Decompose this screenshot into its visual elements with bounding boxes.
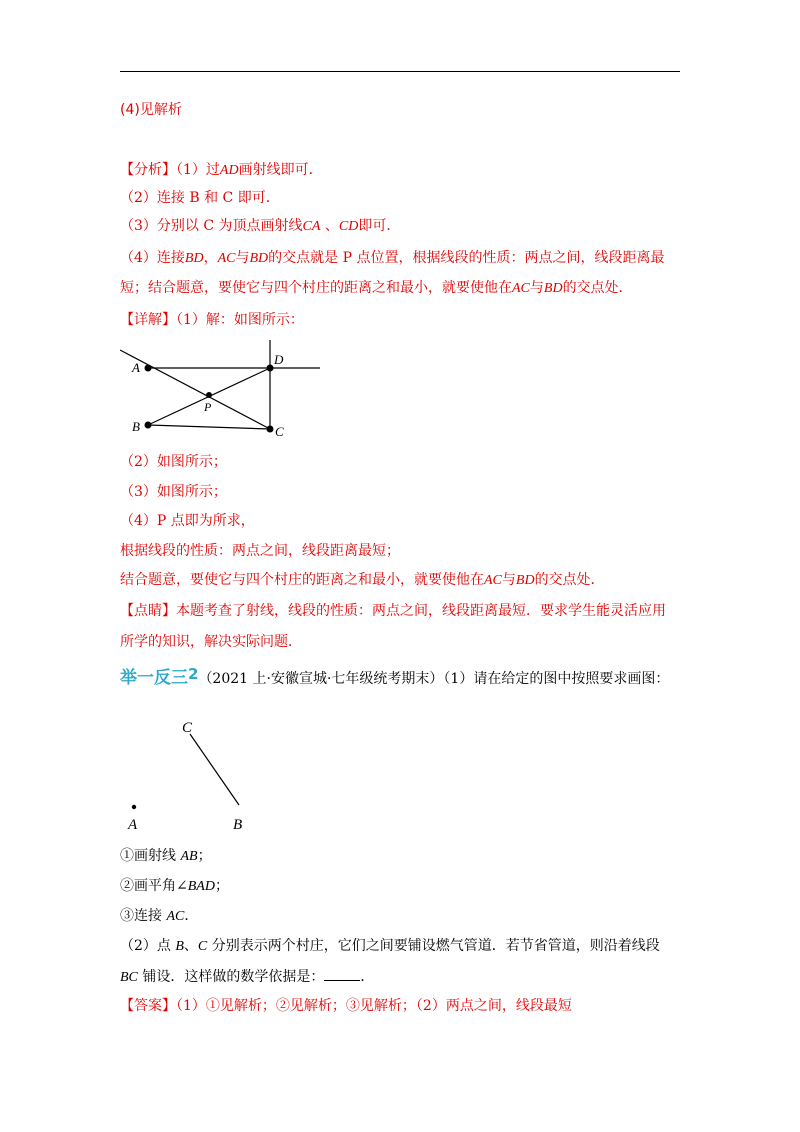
line-bc bbox=[148, 425, 270, 429]
text: 本题考查了射线，线段的性质：两点之间，线段距离最短．要求学生能灵活应用 bbox=[176, 603, 666, 619]
text: 的交点处． bbox=[534, 572, 605, 588]
detail-tag: 【详解】 bbox=[120, 312, 176, 328]
text: 结合题意，要使它与四个村庄的距离之和最小，就要使他在 bbox=[120, 572, 484, 588]
text: 的交点就是 P 点位置，根据线段的性质：两点之间，线段距离最 bbox=[268, 250, 665, 266]
math: AC bbox=[166, 909, 185, 924]
math: AD bbox=[219, 163, 239, 178]
math: AB bbox=[180, 849, 198, 864]
text: ②画平角∠ bbox=[120, 878, 188, 894]
label-b: B bbox=[233, 817, 243, 833]
figure-2 bbox=[120, 712, 260, 836]
point-b bbox=[145, 422, 152, 429]
answer-blank bbox=[324, 966, 360, 981]
example-number: 2 bbox=[188, 665, 199, 683]
detail-line-3: （3）如图所示； bbox=[120, 484, 227, 500]
text: 、 bbox=[183, 938, 198, 954]
text: 与 bbox=[235, 250, 250, 266]
text: ； bbox=[214, 878, 229, 894]
detail-line-6 bbox=[120, 570, 605, 591]
analysis-line-2: （2）连接 B 和 C 即可． bbox=[120, 190, 280, 206]
text: （4）连接 bbox=[120, 250, 185, 266]
math: BD bbox=[543, 281, 563, 296]
text: （2）点 bbox=[120, 938, 176, 954]
question-2-line-2 bbox=[120, 966, 374, 988]
text: 与 bbox=[501, 572, 516, 588]
point-a bbox=[132, 805, 136, 809]
math: C bbox=[197, 939, 208, 954]
figure-1 bbox=[120, 338, 324, 440]
segment-cb bbox=[190, 734, 239, 805]
text: 短；结合题意，要使它与四个村庄的距离之和最小，就要使他在 bbox=[120, 280, 512, 296]
example-heading bbox=[120, 665, 670, 689]
text: ； bbox=[197, 848, 212, 864]
point-a bbox=[145, 365, 152, 372]
point-d bbox=[267, 365, 274, 372]
math: BAD bbox=[187, 879, 215, 894]
answer-tag: 【答案】 bbox=[120, 998, 176, 1014]
text: 的交点处． bbox=[562, 280, 633, 296]
math: AC bbox=[217, 251, 236, 266]
text: ①画射线 bbox=[120, 848, 181, 864]
math: AC bbox=[484, 573, 502, 588]
answer-4: (4)见解析 bbox=[120, 102, 182, 118]
task-1 bbox=[120, 846, 212, 867]
task-3 bbox=[120, 906, 198, 927]
math: CD bbox=[338, 219, 359, 234]
answer-text: （1）①见解析；②见解析；③见解析；（2）两点之间，线段最短 bbox=[176, 998, 572, 1014]
label-c: C bbox=[182, 720, 193, 736]
label-p: P bbox=[204, 400, 212, 414]
detail-line-2: （2）如图所示； bbox=[120, 454, 227, 470]
comment-line-2: 所学的知识，解决实际问题． bbox=[120, 634, 302, 650]
text: （1）过 bbox=[176, 162, 220, 178]
text: 画射线即可． bbox=[238, 162, 323, 178]
math: BD bbox=[184, 251, 204, 266]
point-p bbox=[206, 392, 212, 398]
text: 铺设．这样做的数学依据是： bbox=[137, 969, 325, 985]
example-source: （2021 上·安徽宣城·七年级统考期末）（1）请在给定的图中按照要求画图： bbox=[198, 671, 670, 687]
label-a: A bbox=[132, 360, 140, 375]
detail-line-1 bbox=[120, 310, 304, 330]
example-title: 举一反三 bbox=[120, 668, 188, 688]
detail-line-4: （4）P 点即为所求， bbox=[120, 513, 255, 529]
comment-line-1 bbox=[120, 601, 666, 621]
answer-line bbox=[120, 996, 572, 1016]
point-c bbox=[267, 426, 274, 433]
text: 分别表示两个村庄，它们之间要铺设燃气管道．若节省管道，则沿着线段 bbox=[207, 938, 660, 954]
text: （1）解：如图所示： bbox=[176, 312, 304, 328]
top-rule bbox=[120, 71, 680, 72]
comment-tag: 【点睛】 bbox=[120, 603, 176, 619]
text: ， bbox=[203, 250, 218, 266]
math: BC bbox=[120, 970, 138, 985]
question-2-line-1 bbox=[120, 936, 660, 957]
math: BD bbox=[515, 573, 535, 588]
text: ③连接 bbox=[120, 908, 167, 924]
task-2 bbox=[120, 876, 229, 897]
text: 与 bbox=[529, 280, 544, 296]
text: 即可． bbox=[358, 218, 401, 234]
analysis-line-4 bbox=[120, 248, 664, 269]
label-a: A bbox=[128, 817, 138, 833]
text: ． bbox=[184, 908, 199, 924]
label-c: C bbox=[275, 424, 284, 439]
math: AC bbox=[512, 281, 530, 296]
label-d: D bbox=[274, 352, 284, 367]
text: （3）分别以 C 为顶点画射线 bbox=[120, 218, 303, 234]
text: 、 bbox=[320, 218, 339, 234]
analysis-line-1 bbox=[120, 160, 323, 181]
analysis-line-5 bbox=[120, 278, 633, 299]
math: BD bbox=[249, 251, 269, 266]
math: CA bbox=[302, 219, 321, 234]
line-ac bbox=[120, 350, 270, 429]
math: B bbox=[175, 939, 184, 954]
analysis-line-3 bbox=[120, 216, 400, 237]
analysis-tag: 【分析】 bbox=[120, 162, 176, 178]
text: ． bbox=[360, 969, 375, 985]
detail-line-5: 根据线段的性质：两点之间，线段距离最短； bbox=[120, 543, 400, 559]
label-b: B bbox=[132, 419, 140, 434]
